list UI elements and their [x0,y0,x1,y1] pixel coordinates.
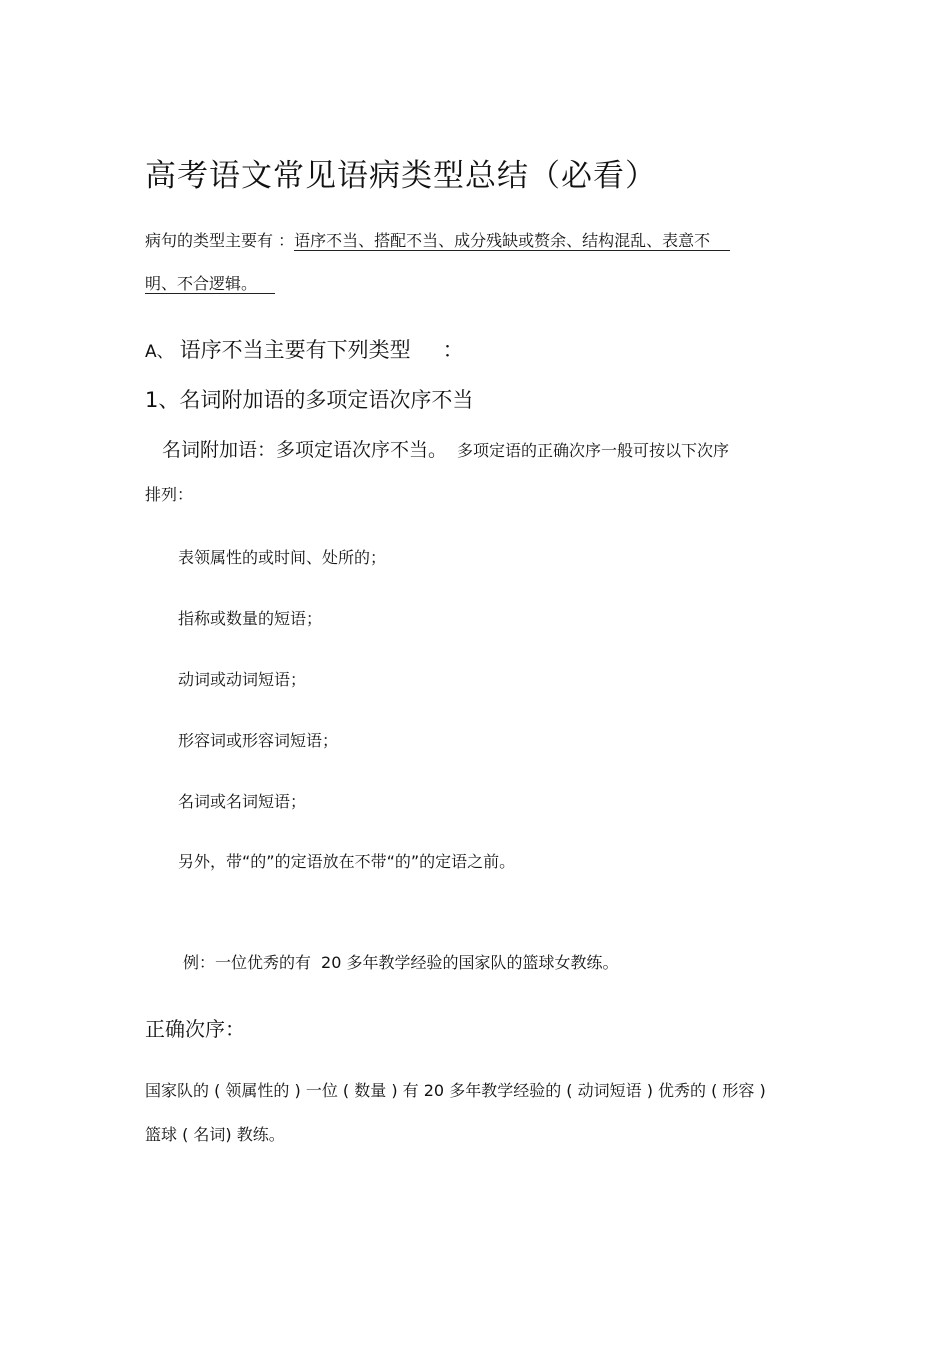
section-1-heading: 1、名词附加语的多项定语次序不当 [145,388,474,412]
section-a-colon: ： [442,338,464,362]
intro-line-2 [145,272,275,296]
order-item: 指称或数量的短语； [178,609,323,628]
lead-continuation: 排列： [145,485,194,504]
lead-text: 名词附加语：多项定语次序不当。 [162,439,448,461]
lead-small-text: 多项定语的正确次序一般可按以下次序 [457,441,730,460]
section-a-heading [145,334,464,364]
order-item: 动词或动词短语； [178,670,307,689]
intro-types-underlined-cont: 明、不合逻辑。 [145,274,275,294]
intro-label: 病句的类型主要有 ： [145,231,295,250]
section-1-lead [162,435,729,462]
section-a-title: 语序不当主要有下列类型 [179,338,411,362]
intro-types-underlined: 语序不当、搭配不当、成分残缺或赘余、结构混乱、表意不 [294,231,730,251]
correct-order-line-1: 国家队的 ( 领属性的 ) 一位 ( 数量 ) 有 20 多年教学经验的 ( 动词短语 ) 优秀的 ( 形容 ) [145,1081,766,1100]
order-item: 表领属性的或时间、处所的； [178,548,387,567]
section-a-prefix: A、 [145,342,174,362]
order-item: 形容词或形容词短语； [178,731,339,750]
order-item: 名词或名词短语； [178,792,307,811]
example-rest: 20 多年教学经验的国家队的篮球女教练。 [321,953,619,972]
example-line [183,950,618,973]
correct-order-line-2: 篮球 ( 名词) 教练。 [145,1125,285,1144]
correct-order-heading: 正确次序： [145,1017,245,1041]
page-title: 高考语文常见语病类型总结（必看） [145,158,657,194]
intro-line-1 [145,229,730,253]
example-prefix: 例：一位优秀的有 [183,953,312,972]
order-item: 另外，带“的”的定语放在不带“的”的定语之前。 [178,852,516,871]
